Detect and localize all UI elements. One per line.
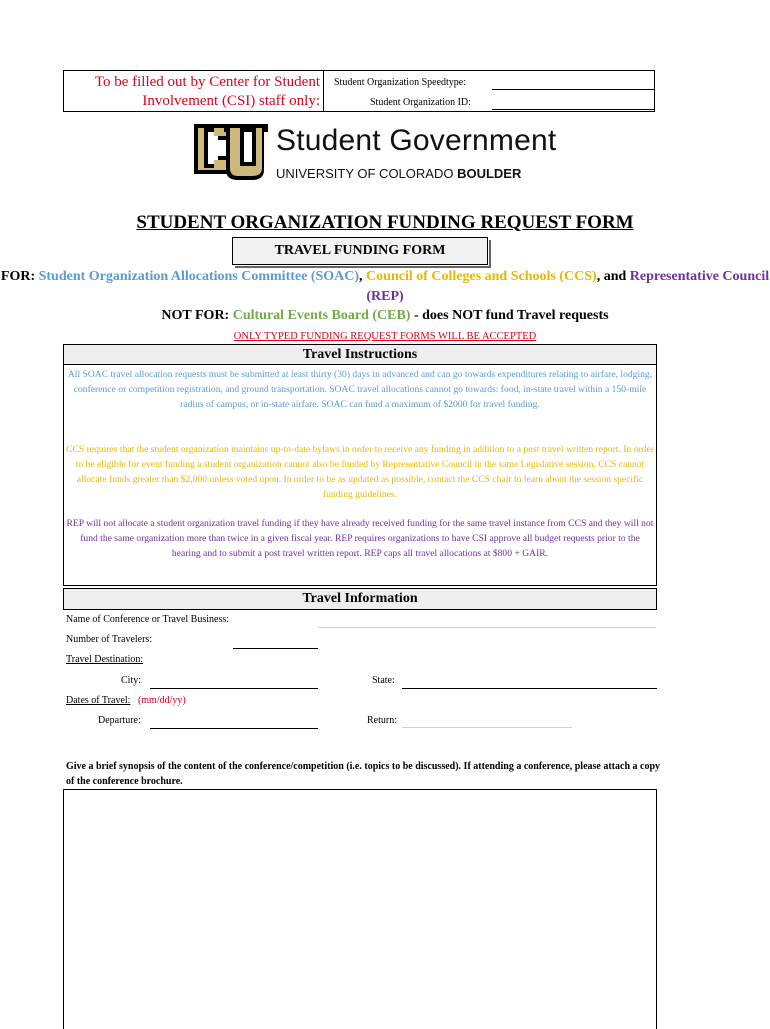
brand-title: Student Government [276,124,557,157]
departure-label: Departure: [98,715,141,726]
conference-label: Name of Conference or Travel Business: [66,614,230,625]
conference-field[interactable] [318,627,656,628]
departure-field[interactable] [150,728,318,729]
return-field[interactable] [402,727,572,728]
return-label: Return: [367,715,397,726]
dates-label: Dates of Travel: [66,695,131,706]
soac-label: Student Organization Allocations Committee (SOAC) [38,269,360,284]
ccs-label: Council of Colleges and Schools (CCS) [366,269,597,284]
city-label: City: [121,675,142,686]
csi-notice: To be filled out by Center for Student Involvement (CSI) staff only: [94,74,320,109]
state-label: State: [372,675,395,686]
csi-divider [323,71,324,111]
travelers-label: Number of Travelers: [66,634,153,645]
rep-instructions: REP will not allocate a student organization travel funding if they have already received funding for the same travel instance from CCS and they will not fund the same organization more than twice in a given fiscal year. REP requires organizations to have CSI approve all budget requests prior to the hearing and to submit a post travel written report. REP caps all travel allocations at $800 + GAIR. [66,518,654,559]
for-line: FOR: Student Organization Allocations Committee (SOAC), Council of Colleges and Schools (CCS), and Representative Council (REP) [0,269,770,304]
instructions-heading: Travel Instructions [64,345,656,365]
brand-subtitle: UNIVERSITY OF COLORADO BOULDER [276,166,522,181]
travelers-field[interactable] [233,648,318,649]
ceb-label: Cultural Events Board (CEB) [232,308,411,323]
form-title: STUDENT ORGANIZATION FUNDING REQUEST FORM [136,212,634,233]
speedtype-field[interactable] [492,89,654,90]
city-field[interactable] [150,688,318,689]
travel-info-heading: Travel Information [63,588,657,610]
date-format-hint: (mm/dd/yy) [137,695,186,706]
synopsis-textarea[interactable] [63,789,657,1029]
soac-instructions: All SOAC travel allocation requests must be submitted at least thirty (30) days in advanced and can go towards expenditures relating to airfare, lodging, conference or competition registration, and ground transportation. SOAC travel allocations cannot go towards: food, in-state travel within a 150-mile radius of campus, or in-state airfare. SOAC can fund a maximum of $2000 for travel funding. [67,369,653,410]
ccs-instructions: CCS requires that the student organization maintains up-to-date bylaws in order to receive any funding in addition to a post travel written report. In order to be eligible for event funding a student organization cannot also be funded by Representative Council in the same Legislative session. CCS cannot allocate funds greater than $2,000 unless voted upon. In order to be as updated as possible, contact the CCS chair to learn about the session specific funding guidelines. [66,444,654,500]
form-subtitle: TRAVEL FUNDING FORM [232,237,488,265]
speedtype-label: Student Organization Speedtype: [334,77,467,88]
state-field[interactable] [402,688,657,689]
dates-row [66,695,186,707]
org-id-field[interactable] [492,109,654,110]
not-for-line: NOT FOR: Cultural Events Board (CEB) - does NOT fund Travel requests [161,308,609,323]
typed-only-notice: ONLY TYPED FUNDING REQUEST FORMS WILL BE ACCEPTED [233,331,537,342]
csi-staff-box [63,70,655,112]
destination-label: Travel Destination: [66,654,144,665]
org-id-label: Student Organization ID: [370,97,471,108]
rep-label: Representative Council (REP) [366,269,770,304]
travel-instructions-box [63,344,657,586]
synopsis-prompt: Give a brief synopsis of the content of the conference/competition (i.e. topics to be discussed). If attending a conference, please attach a copy of the conference brochure. [66,761,661,787]
cu-logo-icon [190,118,270,184]
